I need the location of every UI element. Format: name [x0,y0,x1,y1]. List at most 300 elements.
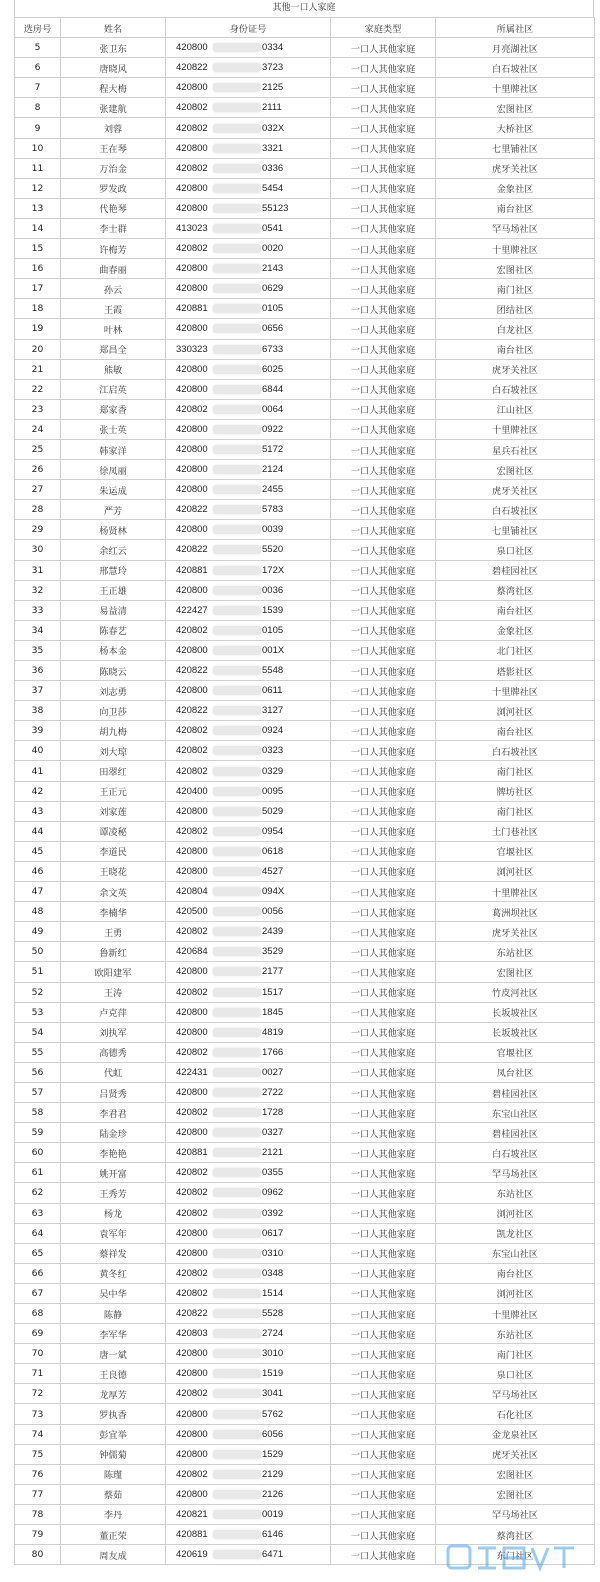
cell-family-type: 一口人其他家庭 [331,319,436,339]
cell-name: 王在琴 [61,138,166,158]
cell-family-type: 一口人其他家庭 [331,1484,436,1504]
cell-id-number [166,701,331,721]
cell-room-no: 61 [15,1163,61,1183]
cell-room-no: 40 [15,741,61,761]
cell-name: 郑昌全 [61,339,166,359]
cell-name: 袁军年 [61,1223,166,1243]
id-redaction-blur [213,1349,261,1358]
cell-family-type: 一口人其他家庭 [331,38,436,58]
cell-id-number [166,761,331,781]
id-suffix: 0962 [262,1187,284,1199]
cell-community: 宏图社区 [436,259,595,279]
cell-name: 李君君 [61,1103,166,1123]
id-redaction-blur [213,1389,261,1398]
cell-community: 北门社区 [436,640,595,660]
cell-family-type: 一口人其他家庭 [331,600,436,620]
cell-family-type: 一口人其他家庭 [331,138,436,158]
id-suffix: 0310 [262,1247,284,1259]
cell-room-no: 80 [15,1545,61,1565]
id-suffix: 0656 [262,323,284,335]
table-row [15,359,595,379]
cell-family-type: 一口人其他家庭 [331,339,436,359]
cell-community: 蔡湾社区 [436,1525,595,1545]
id-prefix: 420684 [176,946,208,958]
id-prefix: 420800 [176,644,208,656]
cell-room-no: 58 [15,1103,61,1123]
id-redaction-blur [213,485,261,494]
cell-room-no: 47 [15,882,61,902]
cell-name: 许梅芳 [61,239,166,259]
cell-community: 浏河社区 [436,861,595,881]
id-redaction-blur [213,887,261,896]
cell-room-no: 24 [15,419,61,439]
cell-name: 李楠华 [61,902,166,922]
cell-room-no: 67 [15,1283,61,1303]
id-suffix: 0348 [262,1267,284,1279]
cell-id-number [166,1283,331,1303]
cell-community: 七里铺社区 [436,520,595,540]
cell-community: 南台社区 [436,600,595,620]
cell-family-type: 一口人其他家庭 [331,1444,436,1464]
cell-room-no: 63 [15,1203,61,1223]
id-suffix: 2126 [262,1488,284,1500]
cell-room-no: 29 [15,520,61,540]
table-row [15,158,595,178]
table-row [15,239,595,259]
cell-family-type: 一口人其他家庭 [331,1324,436,1344]
cell-room-no: 55 [15,1042,61,1062]
cell-room-no: 79 [15,1525,61,1545]
cell-id-number [166,942,331,962]
table-row [15,620,595,640]
id-prefix: 420500 [176,906,208,918]
id-suffix: 001X [262,644,285,656]
id-redaction-blur [213,224,261,233]
id-suffix: 0064 [262,403,284,415]
id-redaction-blur [213,1490,261,1499]
id-suffix: 5172 [262,444,284,456]
cell-id-number [166,239,331,259]
cell-family-type: 一口人其他家庭 [331,1123,436,1143]
cell-room-no: 52 [15,982,61,1002]
id-suffix: 0355 [262,1167,284,1179]
cell-community: 虎牙关社区 [436,922,595,942]
cell-name: 刘志勇 [61,681,166,701]
cell-name: 谭凌秘 [61,821,166,841]
cell-room-no: 64 [15,1223,61,1243]
id-redaction-blur [213,425,261,434]
id-redaction-blur [213,405,261,414]
id-prefix: 420800 [176,865,208,877]
id-prefix: 420802 [176,986,208,998]
id-prefix: 420802 [176,745,208,757]
id-prefix: 420881 [176,564,208,576]
id-suffix: 1529 [262,1448,284,1460]
table-row [15,439,595,459]
cell-name: 鲁新红 [61,942,166,962]
cell-community: 长坂坡社区 [436,1022,595,1042]
cell-family-type: 一口人其他家庭 [331,1243,436,1263]
id-redaction-blur [213,505,261,514]
cell-community: 宏图社区 [436,1464,595,1484]
id-suffix: 0541 [262,222,284,234]
table-row [15,178,595,198]
cell-name: 卢克萍 [61,1002,166,1022]
cell-id-number [166,379,331,399]
cell-community: 大桥社区 [436,118,595,138]
cell-id-number [166,902,331,922]
cell-name: 高德秀 [61,1042,166,1062]
cell-family-type: 一口人其他家庭 [331,98,436,118]
cell-id-number [166,801,331,821]
table-row [15,259,595,279]
cell-name: 罗发政 [61,178,166,198]
id-suffix: 1766 [262,1046,284,1058]
cell-name: 余文英 [61,882,166,902]
cell-community: 碧桂园社区 [436,1082,595,1102]
cell-name: 李丹 [61,1504,166,1524]
id-suffix: 0095 [262,785,284,797]
cell-community: 东门社区 [436,1545,595,1565]
id-redaction-blur [213,1269,261,1278]
id-redaction-blur [213,947,261,956]
cell-community: 竹皮河社区 [436,982,595,1002]
cell-id-number [166,1203,331,1223]
id-redaction-blur [213,827,261,836]
id-suffix: 6025 [262,363,284,375]
id-prefix: 420800 [176,845,208,857]
cell-id-number [166,982,331,1002]
id-suffix: 0618 [262,845,284,857]
id-suffix: 2111 [262,102,282,114]
cell-room-no: 8 [15,98,61,118]
id-suffix: 0629 [262,283,284,295]
cell-room-no: 18 [15,299,61,319]
table-row [15,218,595,238]
cell-family-type: 一口人其他家庭 [331,1002,436,1022]
table-row [15,882,595,902]
cell-family-type: 一口人其他家庭 [331,761,436,781]
cell-community: 十里牌社区 [436,882,595,902]
id-redaction-blur [213,626,261,635]
id-prefix: 420800 [176,1127,208,1139]
cell-community: 官堰社区 [436,841,595,861]
cell-community: 十里牌社区 [436,239,595,259]
cell-name: 万治金 [61,158,166,178]
table-row [15,640,595,660]
table-row [15,1223,595,1243]
id-suffix: 0105 [262,303,284,315]
cell-community: 南门社区 [436,801,595,821]
cell-family-type: 一口人其他家庭 [331,1364,436,1384]
id-redaction-blur [213,324,261,333]
id-prefix: 420822 [176,665,208,677]
id-prefix: 420802 [176,122,208,134]
cell-name: 欧阳建军 [61,962,166,982]
cell-id-number [166,1484,331,1504]
cell-family-type: 一口人其他家庭 [331,841,436,861]
cell-family-type: 一口人其他家庭 [331,801,436,821]
id-suffix: 2129 [262,1468,284,1480]
cell-name: 王晓花 [61,861,166,881]
cell-room-no: 9 [15,118,61,138]
id-prefix: 420619 [176,1549,208,1561]
table-row [15,942,595,962]
id-suffix: 0922 [262,423,284,435]
id-suffix: 0056 [262,906,284,918]
cell-room-no: 38 [15,701,61,721]
header-type: 家庭类型 [331,18,436,38]
id-redaction-blur [213,606,261,615]
id-redaction-blur [213,1229,261,1238]
id-redaction-blur [213,1068,261,1077]
id-prefix: 420800 [176,1348,208,1360]
cell-family-type: 一口人其他家庭 [331,520,436,540]
table-row [15,399,595,419]
cell-family-type: 一口人其他家庭 [331,1283,436,1303]
cell-id-number [166,138,331,158]
cell-family-type: 一口人其他家庭 [331,1183,436,1203]
id-redaction-blur [213,1510,261,1519]
id-prefix: 420802 [176,1267,208,1279]
cell-family-type: 一口人其他家庭 [331,359,436,379]
cell-community: 白石坡社区 [436,379,595,399]
cell-room-no: 5 [15,38,61,58]
id-redaction-blur [213,1028,261,1037]
id-redaction-blur [213,63,261,72]
id-prefix: 420802 [176,1107,208,1119]
cell-id-number [166,841,331,861]
id-suffix: 0392 [262,1207,284,1219]
id-suffix: 6471 [262,1549,284,1561]
cell-community: 浏河社区 [436,701,595,721]
cell-room-no: 45 [15,841,61,861]
cell-family-type: 一口人其他家庭 [331,460,436,480]
table-row [15,1364,595,1384]
id-redaction-blur [213,967,261,976]
id-redaction-blur [213,1550,261,1559]
cell-name: 代虹 [61,1062,166,1082]
cell-family-type: 一口人其他家庭 [331,902,436,922]
cell-room-no: 44 [15,821,61,841]
cell-id-number [166,1163,331,1183]
cell-name: 杨龙 [61,1203,166,1223]
id-redaction-blur [213,1430,261,1439]
id-prefix: 420800 [176,1087,208,1099]
cell-id-number [166,1424,331,1444]
cell-family-type: 一口人其他家庭 [331,500,436,520]
id-suffix: 2439 [262,926,284,938]
table-row [15,841,595,861]
cell-name: 刘执军 [61,1022,166,1042]
id-suffix: 6844 [262,383,284,395]
cell-name: 李艳艳 [61,1143,166,1163]
cell-family-type: 一口人其他家庭 [331,419,436,439]
cell-name: 李士群 [61,218,166,238]
id-prefix: 420800 [176,805,208,817]
cell-family-type: 一口人其他家庭 [331,1042,436,1062]
cell-room-no: 70 [15,1344,61,1364]
cell-community: 十里牌社区 [436,681,595,701]
cell-room-no: 15 [15,239,61,259]
id-redaction-blur [213,988,261,997]
id-redaction-blur [213,1048,261,1057]
cell-id-number [166,600,331,620]
table-row [15,761,595,781]
cell-community: 南门社区 [436,761,595,781]
id-suffix: 1728 [262,1107,284,1119]
cell-room-no: 31 [15,560,61,580]
cell-family-type: 一口人其他家庭 [331,1304,436,1324]
cell-family-type: 一口人其他家庭 [331,480,436,500]
cell-community: 土门巷社区 [436,821,595,841]
id-prefix: 420802 [176,1167,208,1179]
cell-name: 姚开富 [61,1163,166,1183]
id-prefix: 420800 [176,584,208,596]
id-suffix: 0020 [262,243,284,255]
id-prefix: 420802 [176,243,208,255]
cell-id-number [166,821,331,841]
id-prefix: 420800 [176,42,208,54]
cell-room-no: 76 [15,1464,61,1484]
cell-name: 唐晓风 [61,58,166,78]
cell-community: 凯龙社区 [436,1223,595,1243]
id-prefix: 420800 [176,1448,208,1460]
cell-community: 石化社区 [436,1404,595,1424]
cell-family-type: 一口人其他家庭 [331,158,436,178]
cell-community: 东站社区 [436,1183,595,1203]
cell-name: 张建航 [61,98,166,118]
id-redaction-blur [213,304,261,313]
cell-name: 钟儒菊 [61,1444,166,1464]
cell-name: 龙厚芳 [61,1384,166,1404]
cell-room-no: 20 [15,339,61,359]
id-suffix: 3321 [262,142,284,154]
cell-name: 蔡祥发 [61,1243,166,1263]
table-row [15,1123,595,1143]
cell-community: 江山社区 [436,399,595,419]
cell-id-number [166,620,331,640]
cell-family-type: 一口人其他家庭 [331,178,436,198]
id-prefix: 420802 [176,102,208,114]
cell-family-type: 一口人其他家庭 [331,721,436,741]
cell-id-number [166,399,331,419]
cell-id-number [166,882,331,902]
cell-room-no: 7 [15,78,61,98]
header-no: 选房号 [15,18,61,38]
cell-room-no: 46 [15,861,61,881]
table-row [15,1344,595,1364]
id-suffix: 5029 [262,805,284,817]
cell-community: 宏图社区 [436,98,595,118]
table-row [15,801,595,821]
id-suffix: 2121 [262,1147,284,1159]
id-suffix: 6056 [262,1428,284,1440]
cell-family-type: 一口人其他家庭 [331,982,436,1002]
cell-id-number [166,681,331,701]
id-prefix: 420800 [176,1247,208,1259]
table-row [15,1002,595,1022]
cell-room-no: 78 [15,1504,61,1524]
cell-room-no: 65 [15,1243,61,1263]
cell-room-no: 72 [15,1384,61,1404]
cell-room-no: 28 [15,500,61,520]
id-redaction-blur [213,1530,261,1539]
id-suffix: 2125 [262,82,284,94]
cell-name: 杨贤林 [61,520,166,540]
table-row [15,580,595,600]
id-suffix: 0323 [262,745,284,757]
cell-family-type: 一口人其他家庭 [331,78,436,98]
id-redaction-blur [213,1470,261,1479]
id-prefix: 420800 [176,423,208,435]
cell-family-type: 一口人其他家庭 [331,1344,436,1364]
id-redaction-blur [213,566,261,575]
cell-id-number [166,661,331,681]
table-row [15,560,595,580]
cell-family-type: 一口人其他家庭 [331,1424,436,1444]
id-prefix: 422431 [176,1066,208,1078]
cell-name: 陈静 [61,1304,166,1324]
header-name: 姓名 [61,18,166,38]
id-prefix: 420802 [176,624,208,636]
cell-room-no: 49 [15,922,61,942]
table-row [15,721,595,741]
cell-community: 宏图社区 [436,962,595,982]
cell-id-number [166,1143,331,1163]
cell-room-no: 71 [15,1364,61,1384]
cell-community: 官堰社区 [436,1042,595,1062]
cell-community: 南台社区 [436,339,595,359]
cell-family-type: 一口人其他家庭 [331,1203,436,1223]
cell-id-number [166,1464,331,1484]
id-prefix: 420822 [176,504,208,516]
cell-id-number [166,861,331,881]
cell-family-type: 一口人其他家庭 [331,1384,436,1404]
id-suffix: 0019 [262,1508,284,1520]
cell-community: 团结社区 [436,299,595,319]
cell-family-type: 一口人其他家庭 [331,821,436,841]
cell-id-number [166,1223,331,1243]
cell-name: 王正元 [61,781,166,801]
cell-community: 碧桂园社区 [436,1123,595,1143]
cell-name: 吴中华 [61,1283,166,1303]
id-suffix: 2143 [262,263,284,275]
cell-community: 白龙社区 [436,319,595,339]
cell-community: 虎牙关社区 [436,359,595,379]
table-row [15,982,595,1002]
id-redaction-blur [213,465,261,474]
id-prefix: 420800 [176,685,208,697]
table-row [15,962,595,982]
cell-name: 徐凤丽 [61,460,166,480]
id-prefix: 420800 [176,966,208,978]
cell-id-number [166,198,331,218]
cell-name: 王正雄 [61,580,166,600]
table-row [15,279,595,299]
cell-family-type: 一口人其他家庭 [331,861,436,881]
id-suffix: 3041 [262,1388,284,1400]
id-prefix: 420802 [176,765,208,777]
cell-community: 长坂坡社区 [436,1002,595,1022]
cell-community: 月亮湖社区 [436,38,595,58]
id-redaction-blur [213,1088,261,1097]
id-redaction-blur [213,1410,261,1419]
cell-community: 罕马场社区 [436,218,595,238]
cell-family-type: 一口人其他家庭 [331,882,436,902]
cell-family-type: 一口人其他家庭 [331,1082,436,1102]
table-title: 其他一口人家庭 [14,0,594,17]
